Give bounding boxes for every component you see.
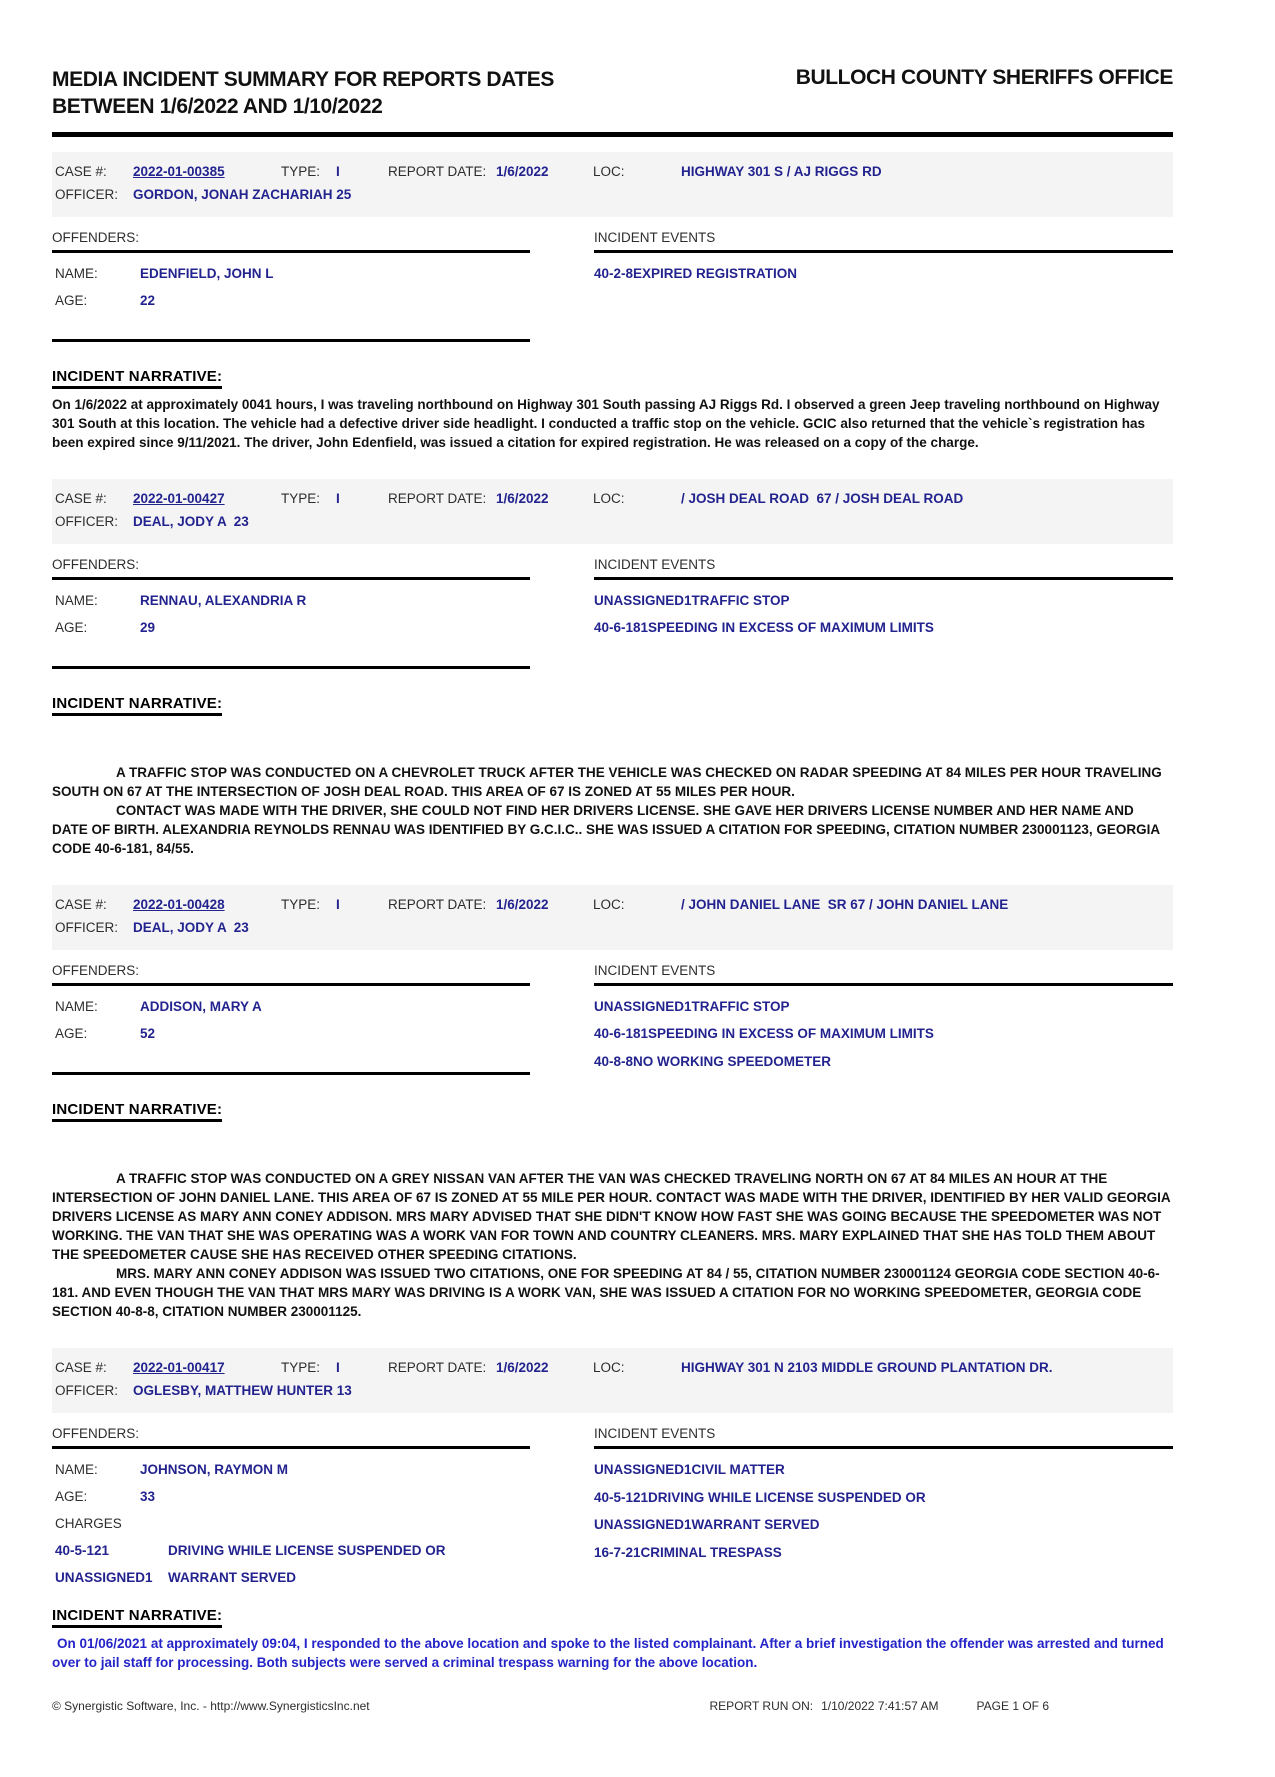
- case-3-header-band: [52, 885, 1173, 950]
- offender-name-value: ADDISON, MARY A: [140, 998, 262, 1014]
- case-4-offenders-column: [52, 1426, 530, 1591]
- case-2-header-band: [52, 479, 1173, 544]
- officer-value: OGLESBY, MATTHEW HUNTER 13: [133, 1383, 352, 1399]
- report-date-label: REPORT DATE:: [388, 896, 487, 912]
- event-code: 40-6-181: [594, 620, 649, 636]
- officer-label: OFFICER:: [55, 919, 118, 935]
- officer-label: OFFICER:: [55, 1383, 118, 1399]
- report-date-label: REPORT DATE:: [388, 490, 487, 506]
- offender-age-row: [52, 1020, 530, 1047]
- footer-spacer: [947, 1699, 969, 1713]
- case-1-header-band: [52, 152, 1173, 217]
- officer-value: DEAL, JODY A 23: [133, 513, 249, 529]
- case-number-label: CASE #:: [55, 1360, 107, 1376]
- report-run-value: 1/10/2022 7:41:57 AM: [821, 1699, 939, 1714]
- page-footer: [52, 1699, 1173, 1777]
- incident-events-heading: INCIDENT EVENTS: [594, 963, 1173, 986]
- report-date-label: REPORT DATE:: [388, 163, 487, 179]
- offender-age-value: 52: [140, 1025, 156, 1041]
- age-label: AGE:: [55, 1489, 88, 1505]
- offenders-bottom-rule: [52, 339, 530, 342]
- case-number-link[interactable]: 2022-01-00427: [133, 490, 225, 506]
- loc-label: LOC:: [593, 490, 625, 506]
- report-date-value: 1/6/2022: [496, 896, 549, 912]
- case-4-columns: [52, 1426, 1173, 1591]
- event-row: [594, 260, 1173, 288]
- offender-age-value: 22: [140, 292, 156, 308]
- loc-value: HIGHWAY 301 S / AJ RIGGS RD: [681, 163, 882, 179]
- case-2-officer-row: [52, 511, 1173, 533]
- event-description: SPEEDING IN EXCESS OF MAXIMUM LIMITS: [648, 1026, 934, 1042]
- event-code: UNASSIGNED1: [594, 1517, 692, 1533]
- case-1-narrative: [52, 368, 1173, 452]
- offender-name-value: EDENFIELD, JOHN L: [140, 265, 274, 281]
- case-3-narrative: [52, 1101, 1173, 1321]
- event-row: [594, 1020, 1173, 1048]
- page-title-line1: MEDIA INCIDENT SUMMARY FOR REPORTS DATES: [52, 68, 555, 91]
- offenders-bottom-rule: [52, 1072, 530, 1075]
- case-3-summary-row: [52, 894, 1173, 916]
- case-4-officer-row: [52, 1380, 1173, 1402]
- type-value: I: [336, 1360, 340, 1376]
- case-1-events-column: [594, 230, 1173, 342]
- report-date-label: REPORT DATE:: [388, 1360, 487, 1376]
- narrative-text: [52, 1169, 1173, 1321]
- case-number-label: CASE #:: [55, 163, 107, 179]
- event-description: TRAFFIC STOP: [691, 998, 790, 1014]
- type-label: TYPE:: [281, 490, 321, 506]
- event-code: 40-5-121: [594, 1489, 649, 1505]
- narrative-paragraph: A TRAFFIC STOP WAS CONDUCTED ON A GREY NISSAN VAN AFTER THE VAN WAS CHECKED TRAVELING NORTH ON 67 AT 84 MILES AN HOUR AT THE INTERSECTION OF JOHN DANIEL LANE. THIS AREA OF 67 IS ZONED AT 55 MILE PER HOUR. CONTACT WAS MADE WITH THE DRIVER, IDENTIFIED BY HER VALID GEORGIA DRIVERS LICENSE AS MARY ANN CONEY ADDISON. MRS MARY ADVISED THAT SHE DIDN'T KNOW HOW FAST SHE WAS GOING BECAUSE THE SPEEDOMETER WAS NOT WORKING. THE VAN THAT SHE WAS OPERATING WAS A WORK VAN FOR TOWN AND COUNTRY CLEANERS. MRS. MARY EXPLAINED THAT SHE HAS TOLD THEM ABOUT THE SPEEDOMETER CAUSE SHE HAS RECEIVED OTHER SPEEDING CITATIONS.: [52, 1171, 1171, 1263]
- loc-value: HIGHWAY 301 N 2103 MIDDLE GROUND PLANTATION DR.: [681, 1360, 1053, 1376]
- event-code: 40-8-8: [594, 1053, 634, 1069]
- case-block-1: [52, 152, 1173, 452]
- page-title-line2: BETWEEN 1/6/2022 AND 1/10/2022: [52, 95, 383, 119]
- offender-age-row: [52, 614, 530, 641]
- case-1-columns: [52, 230, 1173, 342]
- type-value: I: [336, 490, 340, 506]
- case-4-events-column: [594, 1426, 1173, 1591]
- report-date-value: 1/6/2022: [496, 490, 549, 506]
- page-indicator: PAGE 1 OF 6: [976, 1699, 1049, 1714]
- case-number-label: CASE #:: [55, 896, 107, 912]
- offenders-heading: OFFENDERS:: [52, 1426, 530, 1449]
- header-divider: [52, 132, 1173, 137]
- agency-name: BULLOCH COUNTY SHERIFFS OFFICE: [795, 66, 1173, 89]
- case-2-narrative: [52, 695, 1173, 858]
- type-label: TYPE:: [281, 896, 321, 912]
- case-1-summary-row: [52, 161, 1173, 183]
- event-code: UNASSIGNED1: [594, 592, 692, 608]
- loc-label: LOC:: [593, 896, 625, 912]
- incident-events-heading: INCIDENT EVENTS: [594, 557, 1173, 580]
- event-row: [594, 1539, 1173, 1567]
- incident-narrative-heading: INCIDENT NARRATIVE:: [52, 1607, 222, 1628]
- event-row: [594, 614, 1173, 642]
- case-number-link[interactable]: 2022-01-00428: [133, 896, 225, 912]
- case-3-columns: [52, 963, 1173, 1076]
- event-row: [594, 1484, 1173, 1512]
- incident-events-heading: INCIDENT EVENTS: [594, 230, 1173, 253]
- age-label: AGE:: [55, 619, 88, 635]
- event-row: [594, 1048, 1173, 1076]
- page-title: [52, 66, 554, 121]
- offender-age-value: 29: [140, 619, 156, 635]
- offender-age-value: 33: [140, 1489, 156, 1505]
- incident-narrative-heading: INCIDENT NARRATIVE:: [52, 695, 222, 716]
- case-1-officer-row: [52, 184, 1173, 206]
- loc-label: LOC:: [593, 1360, 625, 1376]
- offender-name-row: [52, 1456, 530, 1483]
- event-code: 40-2-8: [594, 265, 634, 281]
- offenders-heading: OFFENDERS:: [52, 230, 530, 253]
- narrative-text: [52, 395, 1173, 452]
- case-block-4: [52, 1348, 1173, 1672]
- offenders-bottom-rule: [52, 666, 530, 669]
- offenders-heading: OFFENDERS:: [52, 963, 530, 986]
- event-description: NO WORKING SPEEDOMETER: [633, 1053, 832, 1069]
- case-2-columns: [52, 557, 1173, 669]
- charge-code: UNASSIGNED1: [55, 1570, 153, 1586]
- name-label: NAME:: [55, 265, 98, 281]
- offender-name-row: [52, 260, 530, 287]
- age-label: AGE:: [55, 1025, 88, 1041]
- officer-label: OFFICER:: [55, 186, 118, 202]
- document-header: [52, 66, 1173, 121]
- officer-value: GORDON, JONAH ZACHARIAH 25: [133, 186, 352, 202]
- offender-age-row: [52, 1483, 530, 1510]
- event-description: WARRANT SERVED: [691, 1517, 820, 1533]
- event-description: CRIMINAL TRESPASS: [640, 1544, 782, 1560]
- event-row: [594, 587, 1173, 615]
- narrative-text: [52, 763, 1173, 858]
- offender-name-row: [52, 587, 530, 614]
- loc-label: LOC:: [593, 163, 625, 179]
- case-1-offenders-column: [52, 230, 530, 342]
- offender-age-row: [52, 287, 530, 314]
- case-2-offenders-column: [52, 557, 530, 669]
- loc-value: / JOHN DANIEL LANE SR 67 / JOHN DANIEL LANE: [681, 896, 1009, 912]
- case-block-2: [52, 479, 1173, 858]
- report-run-label: REPORT RUN ON:: [709, 1699, 814, 1714]
- narrative-paragraph: On 1/6/2022 at approximately 0041 hours, I was traveling northbound on Highway 301 South passing AJ Riggs Rd. I observed a green Jeep traveling northbound on Highway 301 South at this location. The vehicle had a defective driver side headlight. I conducted a traffic stop on the vehicle. GCIC also returned that the vehicle`s registration has been expired since 9/11/2021. The driver, John Edenfield, was issued a citation for expired registration. He was released on a copy of the charge.: [52, 396, 1160, 450]
- case-4-narrative: [52, 1607, 1173, 1672]
- narrative-paragraph: CONTACT WAS MADE WITH THE DRIVER, SHE COULD NOT FIND HER DRIVERS LICENSE. SHE GAVE HER DRIVERS LICENSE NUMBER AND HER NAME AND DATE OF BIRTH. ALEXANDRIA REYNOLDS RENNAU WAS IDENTIFIED BY G.C.I.C.. SHE WAS ISSUED A CITATION FOR SPEEDING, CITATION NUMBER 230001123, GEORGIA CODE 40-6-181, 84/55.: [52, 802, 1160, 856]
- case-3-officer-row: [52, 917, 1173, 939]
- officer-value: DEAL, JODY A 23: [133, 919, 249, 935]
- incident-narrative-heading: INCIDENT NARRATIVE:: [52, 368, 222, 389]
- loc-value: / JOSH DEAL ROAD 67 / JOSH DEAL ROAD: [681, 490, 964, 506]
- event-description: EXPIRED REGISTRATION: [633, 265, 798, 281]
- narrative-text: [52, 1634, 1173, 1672]
- offender-name-row: [52, 993, 530, 1020]
- type-value: I: [336, 896, 340, 912]
- offenders-heading: OFFENDERS:: [52, 557, 530, 580]
- report-run-info: [710, 1699, 1049, 1713]
- narrative-paragraph: On 01/06/2021 at approximately 09:04, I responded to the above location and spoke to the listed complainant. After a brief investigation the offender was arrested and turned over to jail staff for processing. Both subjects were served a criminal trespass warning for the above location.: [52, 1636, 1164, 1671]
- event-description: DRIVING WHILE LICENSE SUSPENDED OR: [648, 1489, 926, 1505]
- case-3-offenders-column: [52, 963, 530, 1076]
- charge-description: DRIVING WHILE LICENSE SUSPENDED OR: [168, 1543, 446, 1559]
- event-code: 16-7-21: [594, 1544, 641, 1560]
- case-2-summary-row: [52, 488, 1173, 510]
- event-code: UNASSIGNED1: [594, 1462, 692, 1478]
- name-label: NAME:: [55, 1462, 98, 1478]
- event-row: [594, 1511, 1173, 1539]
- narrative-paragraph: MRS. MARY ANN CONEY ADDISON WAS ISSUED TWO CITATIONS, ONE FOR SPEEDING AT 84 / 55, CITATION NUMBER 230001124 GEORGIA CODE SECTION 40-6-181. AND EVEN THOUGH THE VAN THAT MRS MARY WAS DRIVING IS A WORK VAN, SHE WAS ISSUED A CITATION FOR NO WORKING SPEEDOMETER, GEORGIA CODE SECTION 40-8-8, CITATION NUMBER 230001125.: [52, 1266, 1160, 1320]
- report-date-value: 1/6/2022: [496, 1360, 549, 1376]
- case-2-events-column: [594, 557, 1173, 669]
- report-date-value: 1/6/2022: [496, 163, 549, 179]
- case-number-link[interactable]: 2022-01-00417: [133, 1360, 225, 1376]
- case-3-events-column: [594, 963, 1173, 1076]
- name-label: NAME:: [55, 592, 98, 608]
- event-code: UNASSIGNED1: [594, 998, 692, 1014]
- event-row: [594, 1456, 1173, 1484]
- incident-events-heading: INCIDENT EVENTS: [594, 1426, 1173, 1449]
- copyright-text: © Synergistic Software, Inc. - http://www.SynergisticsInc.net: [52, 1699, 370, 1714]
- charge-description: WARRANT SERVED: [168, 1570, 297, 1586]
- age-label: AGE:: [55, 292, 88, 308]
- event-row: [594, 993, 1173, 1021]
- case-block-3: [52, 885, 1173, 1322]
- charge-code: 40-5-121: [55, 1543, 110, 1559]
- case-4-header-band: [52, 1348, 1173, 1413]
- officer-label: OFFICER:: [55, 513, 118, 529]
- type-label: TYPE:: [281, 163, 321, 179]
- event-code: 40-6-181: [594, 1026, 649, 1042]
- incident-narrative-heading: INCIDENT NARRATIVE:: [52, 1101, 222, 1122]
- charge-row: [52, 1564, 530, 1591]
- name-label: NAME:: [55, 998, 98, 1014]
- case-4-summary-row: [52, 1357, 1173, 1379]
- offender-name-value: RENNAU, ALEXANDRIA R: [140, 592, 307, 608]
- charge-row: [52, 1537, 530, 1564]
- case-number-link[interactable]: 2022-01-00385: [133, 163, 225, 179]
- narrative-paragraph: A TRAFFIC STOP WAS CONDUCTED ON A CHEVROLET TRUCK AFTER THE VEHICLE WAS CHECKED ON RADAR SPEEDING AT 84 MILES PER HOUR TRAVELING SOUTH ON 67 AT THE INTERSECTION OF JOSH DEAL ROAD. THIS AREA OF 67 IS ZONED AT 55 MILES PER HOUR.: [52, 764, 1162, 799]
- type-value: I: [336, 163, 340, 179]
- charges-heading: CHARGES: [55, 1516, 122, 1532]
- type-label: TYPE:: [281, 1360, 321, 1376]
- offender-name-value: JOHNSON, RAYMON M: [140, 1462, 289, 1478]
- event-description: TRAFFIC STOP: [691, 592, 790, 608]
- case-number-label: CASE #:: [55, 490, 107, 506]
- event-description: SPEEDING IN EXCESS OF MAXIMUM LIMITS: [648, 620, 934, 636]
- event-description: CIVIL MATTER: [691, 1462, 785, 1478]
